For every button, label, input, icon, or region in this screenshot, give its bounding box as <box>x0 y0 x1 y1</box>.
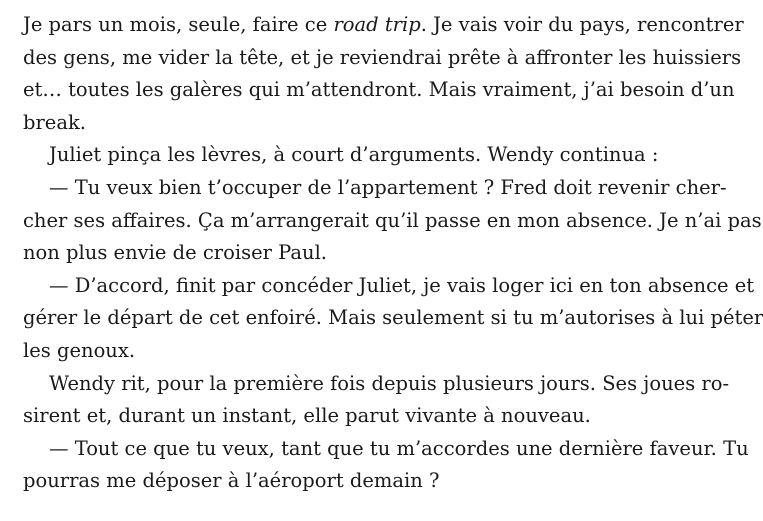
text-line: pourras me déposer à l’aéroport demain ? <box>23 469 440 493</box>
text-line: break. <box>23 110 86 134</box>
text-line: des gens, me vider la tête, et je reviendrai prête à affronter les huissiers <box>23 45 742 69</box>
text-line: — D’accord, finit par concéder Juliet, je vais loger ici en ton absence et <box>49 273 755 297</box>
text-line: — Tu veux bien t’occuper de l’appartement ? Fred doit revenir cher- <box>49 175 727 199</box>
text-line: sirent et, durant un instant, elle parut vivante à nouveau. <box>23 404 591 428</box>
book-page <box>23 9 763 498</box>
text-line: et… toutes les galères qui m’attendront. Mais vraiment, j’ai besoin d’un <box>23 78 735 102</box>
text-line: cher ses affaires. Ça m’arrangerait qu’il passe en mon absence. Je n’ai pas <box>23 208 762 232</box>
text-line: Wendy rit, pour la première fois depuis plusieurs jours. Ses joues ro- <box>49 371 730 395</box>
italic-text: road trip <box>333 13 421 36</box>
text-line: — Tout ce que tu veux, tant que tu m’accordes une dernière faveur. Tu <box>49 436 749 460</box>
text-line <box>23 9 744 42</box>
text-segment: . Je vais voir du pays, rencontrer <box>420 13 744 36</box>
text-line: non plus envie de croiser Paul. <box>23 241 328 265</box>
text-line: les genoux. <box>23 338 136 362</box>
text-segment: Je pars un mois, seule, faire ce <box>23 13 334 36</box>
text-line: gérer le départ de cet enfoiré. Mais seulement si tu m’autorises à lui péter <box>23 306 763 330</box>
text-line: Juliet pinça les lèvres, à court d’arguments. Wendy continua : <box>49 143 659 167</box>
